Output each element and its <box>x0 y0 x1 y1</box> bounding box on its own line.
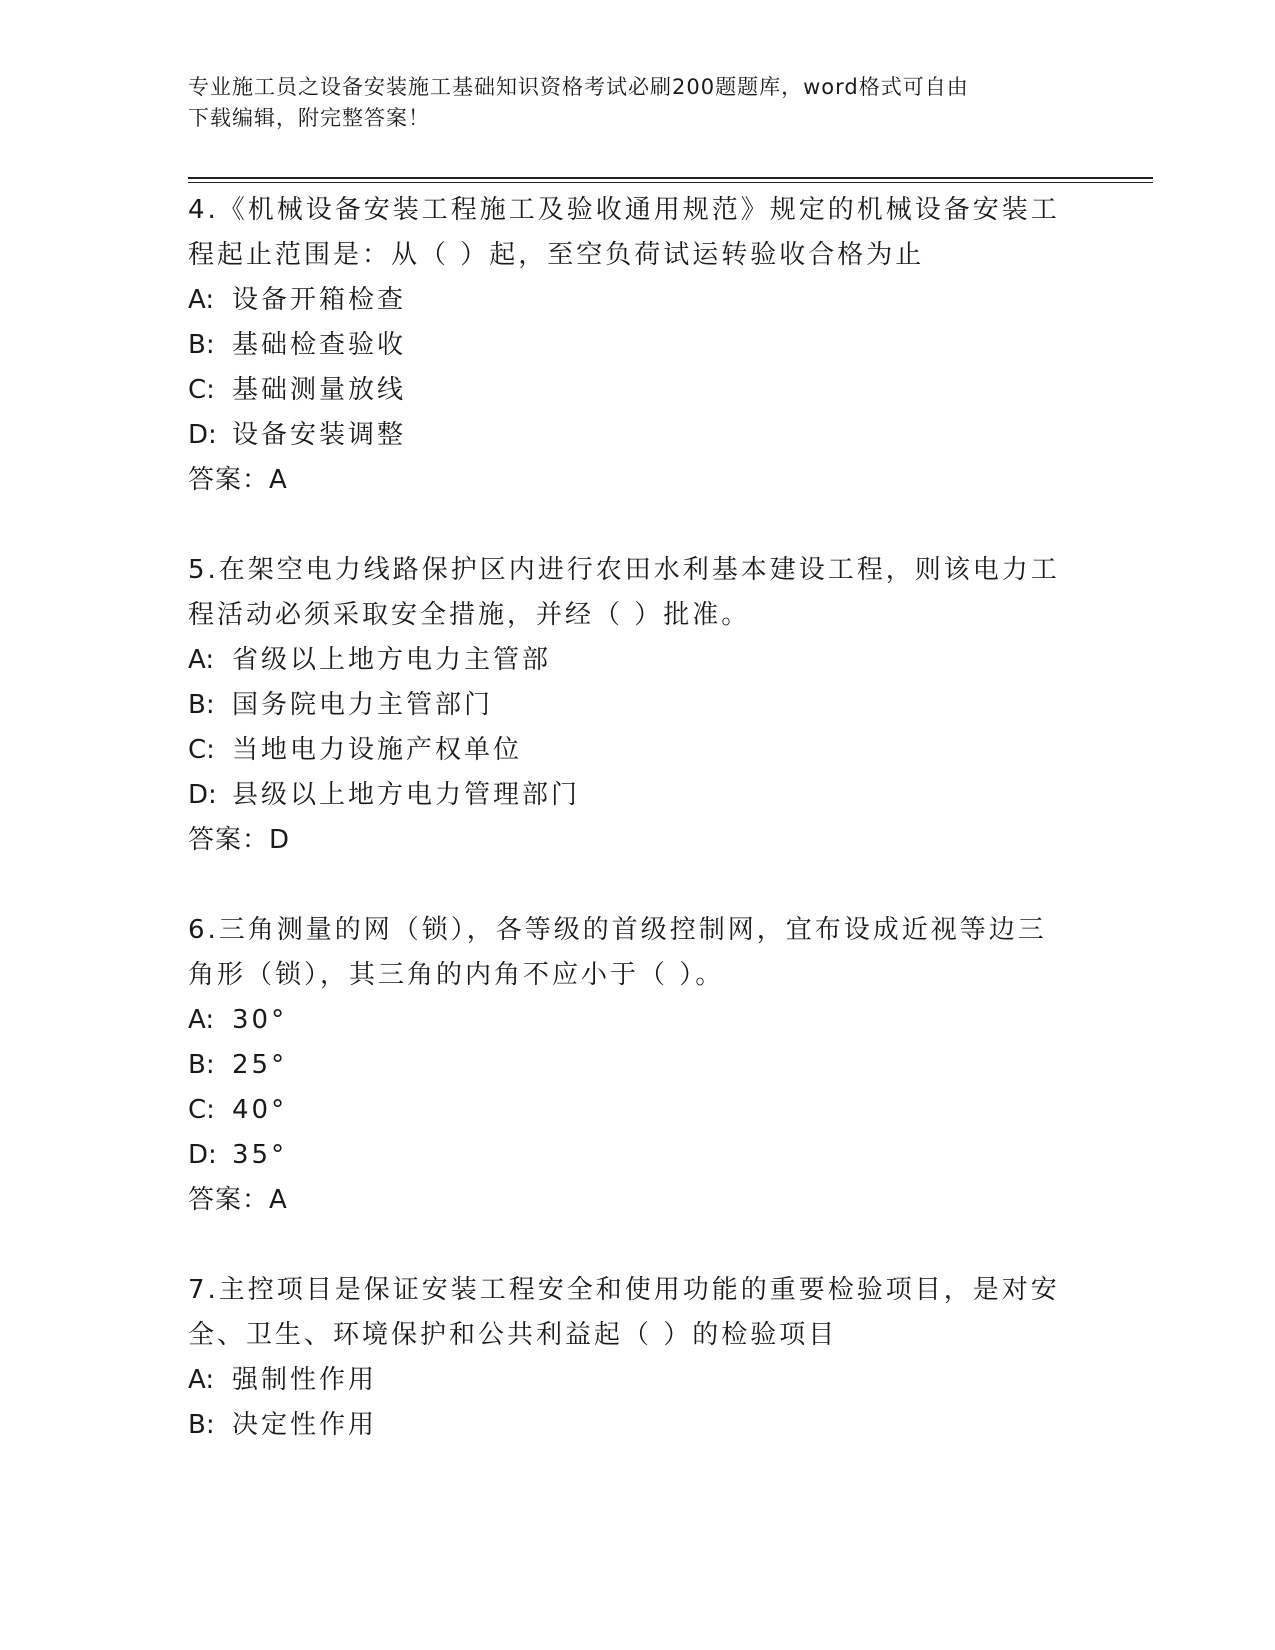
option-text: 省级以上地方电力主管部 <box>232 645 552 675</box>
question-stem-line: 程活动必须采取安全措施，并经（ ）批准。 <box>188 600 751 630</box>
answer-line: 答案：D <box>188 825 291 855</box>
option-letter: A: <box>188 1005 215 1035</box>
option-c <box>188 368 1068 413</box>
option-b <box>188 323 1068 368</box>
option-text: 基础测量放线 <box>232 375 407 405</box>
option-text: 当地电力设施产权单位 <box>232 735 523 765</box>
option-text: 决定性作用 <box>232 1410 378 1440</box>
header-line-1: 专业施工员之设备安装施工基础知识资格考试必刷200题题库，word格式可自由 <box>188 75 969 99</box>
option-a <box>188 278 1068 323</box>
option-a <box>188 998 1068 1043</box>
question-stem <box>188 1268 1068 1358</box>
option-a <box>188 1358 1068 1403</box>
option-text: 35° <box>232 1140 288 1170</box>
option-letter: C: <box>188 735 215 765</box>
question-stem-line: 4.《机械设备安装工程施工及验收通用规范》规定的机械设备安装工 <box>188 195 1060 225</box>
option-c <box>188 728 1068 773</box>
question-7 <box>188 1268 1068 1448</box>
option-text: 基础检查验收 <box>232 330 407 360</box>
option-letter: C: <box>188 1095 215 1125</box>
option-letter: B: <box>188 330 215 360</box>
option-letter: A: <box>188 1365 215 1395</box>
option-letter: B: <box>188 1050 215 1080</box>
option-d <box>188 413 1068 458</box>
header-divider-thin <box>188 182 1153 183</box>
option-letter: A: <box>188 645 215 675</box>
answer-line: 答案：A <box>188 465 288 495</box>
question-stem-line: 6.三角测量的网（锁），各等级的首级控制网，宜布设成近视等边三 <box>188 915 1047 945</box>
option-b <box>188 1043 1068 1088</box>
question-stem <box>188 188 1068 278</box>
question-stem-line: 程起止范围是：从（ ）起，至空负荷试运转验收合格为止 <box>188 240 925 270</box>
option-text: 25° <box>232 1050 288 1080</box>
question-4 <box>188 188 1068 503</box>
option-text: 设备开箱检查 <box>232 285 407 315</box>
option-d <box>188 773 1068 818</box>
question-stem-line: 7.主控项目是保证安装工程安全和使用功能的重要检验项目，是对安 <box>188 1275 1060 1305</box>
answer-line: 答案：A <box>188 1185 288 1215</box>
question-5 <box>188 548 1068 863</box>
option-text: 30° <box>232 1005 288 1035</box>
question-list <box>188 188 1068 1493</box>
option-b <box>188 683 1068 728</box>
option-text: 40° <box>232 1095 288 1125</box>
option-letter: B: <box>188 690 215 720</box>
option-letter: D: <box>188 420 217 450</box>
question-stem-line: 角形（锁），其三角的内角不应小于（ ）。 <box>188 960 725 990</box>
option-letter: D: <box>188 780 217 810</box>
option-a <box>188 638 1068 683</box>
option-c <box>188 1088 1068 1133</box>
option-text: 设备安装调整 <box>232 420 407 450</box>
question-stem-line: 全、卫生、环境保护和公共利益起（ ）的检验项目 <box>188 1320 838 1350</box>
option-letter: C: <box>188 375 215 405</box>
question-stem <box>188 548 1068 638</box>
option-letter: B: <box>188 1410 215 1440</box>
document-header <box>188 72 1068 134</box>
question-stem-line: 5.在架空电力线路保护区内进行农田水利基本建设工程，则该电力工 <box>188 555 1060 585</box>
option-letter: D: <box>188 1140 217 1170</box>
option-text: 强制性作用 <box>232 1365 378 1395</box>
option-text: 国务院电力主管部门 <box>232 690 494 720</box>
header-line-2: 下载编辑，附完整答案！ <box>188 106 430 130</box>
option-d <box>188 1133 1068 1178</box>
option-b <box>188 1403 1068 1448</box>
question-6 <box>188 908 1068 1223</box>
option-letter: A: <box>188 285 215 315</box>
option-text: 县级以上地方电力管理部门 <box>232 780 581 810</box>
header-divider-thick <box>188 177 1153 179</box>
question-stem <box>188 908 1068 998</box>
